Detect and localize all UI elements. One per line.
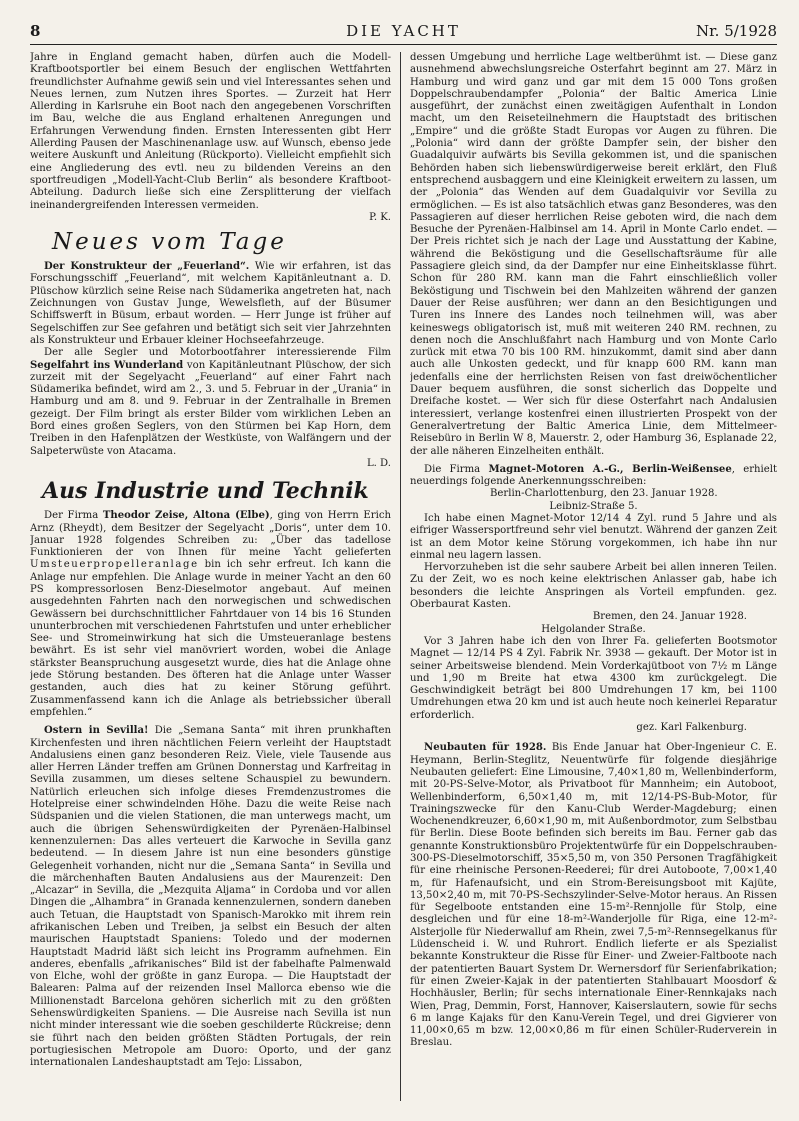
zeise-firm: Theodor Zeise, Altona (Elbe) <box>102 510 270 522</box>
zeise-text-1: , ging von Herrn Erich Arnz (Rheydt), dem Besitzer der Segelyacht „Doris“, unter dem 10. Januar 1928 folgendes Schreiben zu: „Über das tadellose Funktionieren der von Ihnen für meine Yacht gelieferten <box>30 510 391 559</box>
magnet-text: , erhielt neuerdings folgende Anerkennungsschreiben: <box>410 463 777 488</box>
column-rule <box>400 52 401 1101</box>
film-signature: L. D. <box>366 457 391 469</box>
letter-2-signature: gez. Karl Falkenburg. <box>636 722 747 734</box>
page-number: 8 <box>30 22 41 40</box>
zeise-product: Umsteuerpropelleranlage <box>30 559 199 571</box>
sevilla-text: Die „Semana Santa“ mit ihren prunkhaften Kirchenfesten und ihren nächtlichen Feiern verleiht der Hauptstadt Andalusiens einen ganz besonderen Reiz. Viele, viele Tausende aus aller Herren Länder treffen am Grünen Donnerstag und Karfreitag in Sevilla zusammen, um dieses seltene Schauspiel zu bewundern. Natürlich erleuchen sich infolge dieses Fremdenzustromes die Hotelpreise einer schwindelnden Höhe. Dazu die weite Reise nach Südspanien und die vielen Stationen, die man unterwegs macht, um auch die übrigen Sehenswürdigkeiten der Pyrenäen-Halbinsel kennenzulernen: Das alles verteuert die Karwoche in Sevilla ganz bedeutend. — In diesem Jahre ist nun eine besonders günstige Gelegenheit vorhanden, nicht nur die „Semana Santa“ in Sevilla und die märchenhaften Bauten Andalusiens aus der Maurenzeit: Den „Alcazar“ in Sevilla, die „Mezquita Aljama“ in Cordoba und vor allen Dingen die „Alhambra“ in Granada kennenzulernen, sondern daneben auch Tetuan, die Hauptstadt von Spanisch-Marokko mit ihrem rein afrikanischen Leben und Treiben, ja selbst ein Besuch der alten maurischen Hauptstadt Spaniens: Toledo und der modernen Hauptstadt Madrid läßt sich leicht ins Programm aufnehmen. Ein anderes, ebenfalls „afrikanisches“ Bild ist der fabelhafte Palmenwald von Elche, wohl der größte in ganz Europa. — Die Hauptstadt der Balearen: Palma auf der reizenden Insel Mallorca ebenso wie die Millionenstadt Barcelona gehören sicherlich mit zu den größten Sehenswürdigkeiten Spaniens. — Die Ausreise nach Sevilla ist nun nicht minder interessant wie die soeben geschilderte Rückreise; denn sie führt nach den beiden größten Städten Portugals, der rein portugiesischen Metropole am Duoro: Oporto, und der ganz internationalen Landeshauptstadt am Tejo: Lissabon, <box>30 725 391 1069</box>
issue-number: Nr. 5/1928 <box>696 22 777 40</box>
magnet-paragraph <box>410 464 777 489</box>
zeise-paragraph <box>30 510 391 719</box>
letter-2-place: Bremen, den 24. Januar 1928. <box>592 611 747 623</box>
neubauten-text: Bis Ende Januar hat Ober-Ingenieur C. E. Heymann, Berlin-Steglitz, Neuentwürfe für folgende diesjährige Neubauten geliefert: Eine Limousine, 7,40×1,80 m, Wellenbinderform, mit 20-PS-Selve-Motor, als Privatboot für Mannheim; ein Autoboot, Wellenbinderform, 6,50×1,40 m, mit 12/14-PS-Bub-Motor, für Trainingszwecke für den Kanu-Club Werder-Magdeburg; einen Wochenendkreuzer, 6,60×1,90 m, mit Außenbordmotor, zum Selbstbau für Berlin. Diese Boote befinden sich bereits im Bau. Ferner gab das genannte Konstruktionsbüro Projektentwürfe für ein Doppelschrauben-300-PS-Dieselmotorschiff, 35×5,50 m, von 350 Personen Tragfähigkeit für eine rheinische Personen-Reederei; für drei Autoboote, 7,00×1,40 m, für Hafenaufsicht, und ein Strom-Bereisungsboot mit Kajüte, 13,50×2,40 m, mit 70-PS-Sechszylinder-Selve-Motor heraus. An Rissen für Segelboote entstanden eine 15-m²-Rennjolle für Stolp, eine desgleichen und für eine 18-m²-Wanderjolle für Riga, eine 12-m²-Alsterjolle für Niederwalluf am Rhein, zwei 7,5-m²-Rennsegelkanus für Lüdenscheid i. W. und Ruhrort. Endlich lieferte er als Spezialist bekannte Konstrukteur die Risse für Einer- und Zweier-Faltboote nach der patentierten Bauart System Dr. Wernersdorf für Serienfabrikation; für einen Zweier-Kajak in der patentierten Stahlbauart Moosdorf & Hochhäusler, Berlin; für sechs internationale Einer-Rennkajaks nach Wien, Prag, Demmin, Forst, Hannover, Kaiserslautern, sowie für sechs 6 m lange Kajaks für den Kanu-Verein Tegel, und drei Gigvierer von 11,00×0,65 m bzw. 12,00×0,86 m für einen Schüler-Ruderverein in Breslau. <box>410 742 777 1049</box>
film-pre: Der alle Segler und Motorbootfahrer interessierende Film <box>44 347 391 359</box>
letter-1-text-2: Hervorzuheben ist die sehr saubere Arbeit bei allen inneren Teilen. Zu der Zeit, wo es noch keine elektrischen Anlasser gab, habe ich besonders die leichte Anspringen als Vorteil empfunden. gez. Oberbaurat Kasten. <box>410 562 777 611</box>
film-paragraph <box>30 347 391 458</box>
magnet-pre: Die Firma <box>424 463 489 475</box>
magnet-firm: Magnet-Motoren A.-G., Berlin-Weißensee <box>488 463 732 475</box>
sevilla-heading: Ostern in Sevilla! <box>44 725 149 737</box>
journal-title: DIE YACHT <box>346 22 461 40</box>
neubauten-heading: Neubauten für 1928. <box>424 742 547 754</box>
section-title-neues: Neues vom Tage <box>52 229 287 256</box>
zeise-pre: Der Firma <box>44 510 103 522</box>
feuerland-paragraph <box>30 261 391 347</box>
intro-paragraph: Jahre in England gemacht haben, dürfen auch die Modell-Kraftbootsportler bei einem Besuch der englischen Wettfahrten freundlichster Aufnahme gewiß sein und viel Interessantes sehen und Neues lernen, zum Nutzen ihres Sportes. — Zurzeit hat Herr Allerding in Karlsruhe ein Boot nach den angegebenen Vorschriften im Bau, welche die aus England erhaltenen Anregungen und Erfahrungen Verwendung finden. Ernsten Interessenten gibt Herr Allerding Pausen der Maschinenanlage usw. auf Wunsch, ebenso jede weitere Auskunft und Anleitung (Rückporto). Vielleicht empfiehlt sich eine Angliederung des evtl. neu zu bildenden Vereins an den sportfreudigen „Modell-Yacht-Club Berlin“ als besondere Kraftboot-Abteilung. Dadurch ließe sich eine Zersplitterung der vielfach ineinandergreifenden Interessen vermeiden. <box>30 52 391 211</box>
film-heading: Segelfahrt ins Wunderland <box>30 359 184 371</box>
neubauten-paragraph <box>410 742 777 1049</box>
right-column <box>410 52 777 1101</box>
sevilla-paragraph <box>30 725 391 1069</box>
section-title-industrie: Aus Industrie und Technik <box>42 478 369 505</box>
film-text: von Kapitänleutnant Plüschow, der sich zurzeit mit der Segelyacht „Feuerland“ auf einer Fahrt nach Südamerika befindet, wird am 2., 3. und 5. Februar in der „Urania“ in Hamburg und am 8. und 9. Februar in der Zentralhalle in Bremen gezeigt. Der Film bringt als erster Bilder vom wirklichen Leben an Bord eines großen Seglers, von den Stürmen bei Kap Horn, dem Treiben in den Hafenplätzen der Westküste, von Walfängern und der Salpeterwüste von Atacama. <box>30 359 391 457</box>
letter-2-street: Helgolander Straße. <box>541 623 646 635</box>
letter-2-text: Vor 3 Jahren habe ich den von Ihrer Fa. gelieferten Bootsmotor Magnet — 12/14 PS 4 Zyl. Fabrik Nr. 3938 — gekauft. Der Motor ist in seiner Arbeitsweise blendend. Mein Vorderkajütboot von 7½ m Länge und 1,90 m Breite hat etwa 4300 km zurückgelegt. Die Geschwindigkeit beträgt bei 800 Umdrehungen 17 km, bei 1100 Umdrehungen etwa 20 km und ist auch heute noch keinerlei Reparatur erforderlich. <box>410 635 777 721</box>
letter-1-street: Leibniz-Straße 5. <box>549 500 638 512</box>
left-column <box>30 52 391 1101</box>
intro-signature: P. K. <box>369 211 391 223</box>
letter-1-text: Ich habe einen Magnet-Motor 12/14 4 Zyl. rund 5 Jahre und als eifriger Wassersportfreund sehr viel benutzt. Während der ganzen Zeit ist an dem Motor keine Störung vorgekommen, ich habe ihn nur einmal neu lagern lassen. <box>410 512 777 561</box>
columns <box>30 52 777 1101</box>
page-header <box>30 22 777 45</box>
feuerland-heading: Der Konstrukteur der „Feuerland“. <box>44 261 250 273</box>
zeise-text-2: bin ich sehr erfreut. Ich kann die Anlage nur empfehlen. Die Anlage wurde in meiner Yacht an den 60 PS kompressorlosen Benz-Dieselmotor angebaut. Auf meinen ausgedehnten Fahrten nach den norwegischen und schwedischen Gewässern bei durchschnittlicher Fahrtdauer von 14 bis 16 Stunden ununterbrochen mit verschiedenen Fahrtstufen und unter erheblicher See- und Stromeinwirkung hat sich die Umsteueranlage bestens bewährt. Es ist sehr viel manövriert worden, wobei die Anlage stärkster Beanspruchung ausgesetzt wurde, dies hat die Anlage ohne jede Störung bestanden. Des öfteren hat die Anlage unter Wasser gestanden, auch dies hat zu keiner Störung geführt. Zusammenfassend kann ich die Anlage als betriebssicher überall empfehlen.“ <box>30 559 391 718</box>
letter-1-place: Berlin-Charlottenburg, den 23. Januar 1928. <box>490 488 718 500</box>
sevilla-continuation: dessen Umgebung und herrliche Lage weltberühmt ist. — Diese ganz ausnehmend abwechslungsreiche Osterfahrt beginnt am 27. März in Hamburg und wird ganz und gar mit dem 15 000 Tons großen Doppelschraubendampfer „Polonia“ der Baltic America Linie ausgeführt, der zunächst einen zweitägigen Aufenthalt in London macht, um den Reiseteilnehmern die Hauptstadt des britischen „Empire“ und die größte Stadt Europas vor Augen zu führen. Die „Polonia“ wird dann der größte Dampfer sein, der bisher den Guadalquivir aufwärts bis Sevilla gekommen ist, und die spanischen Behörden haben sich liebenswürdigerweise bereit erklärt, den Fluß entsprechend ausbaggern und eine Kleinigkeit erweitern zu lassen, um der „Polonia“ das Wenden auf dem Guadalquivir vor Sevilla zu ermöglichen. — Es ist also tatsächlich etwas ganz Besonderes, was den Passagieren auf dieser herrlichen Reise geboten wird, die nach dem Besuche der Pyrenäen-Halbinsel am 14. April in Monte Carlo endet. — Der Preis richtet sich je nach der Lage und Ausstattung der Kabine, während die Beköstigung und die Gesellschaftsräume für alle Passagiere gleich sind, da der Dampfer nur eine Einheitsklasse führt. Schon für 280 RM. kann man die Fahrt einschließlich voller Beköstigung und Tischwein bei den Mahlzeiten während der ganzen Dauer der Reise ausführen; wer dann an den Besichtigungen und Turen ins Innere des Landes noch teilnehmen will, was aber keineswegs obligatorisch ist, muß mit weiteren 240 RM. rechnen, zu denen noch die Anschlußfahrt nach Hamburg und von Monte Carlo zurück mit etwa 70 bis 100 RM. hinzukommt, damit sind aber dann auch alle Unkosten gedeckt, und für knapp 600 RM. kann man jedenfalls eine der herrlichsten Reisen von fast dreiwöchentlicher Dauer bequem ausführen, die sonst sicherlich das Doppelte und Dreifache kostet. — Wer sich für diese Osterfahrt nach Andalusien interessiert, verlange kostenfrei einen illustrierten Prospekt von der Generalvertretung der Baltic America Linie, dem Mittelmeer-Reisebüro in Berlin W 8, Mauerstr. 2, oder Hamburg 36, Esplanade 22, der alle näheren Einzelheiten enthält. <box>410 52 777 457</box>
feuerland-text: Wie wir erfahren, ist das Forschungsschiff „Feuerland“, mit welchem Kapitänleutnant a. D. Plüschow kürzlich seine Reise nach Südamerika angetreten hat, nach Zeichnungen von Gustav Junge, Wewelsfleth, auf der Büsumer Schiffswerft in Büsum, erbaut worden. — Herr Junge ist früher auf Segelschiffen zur See gefahren und betätigt sich seit vier Jahrzehnten als Konstrukteur und Erbauer kleiner Hochseefahrzeuge. <box>30 261 391 346</box>
